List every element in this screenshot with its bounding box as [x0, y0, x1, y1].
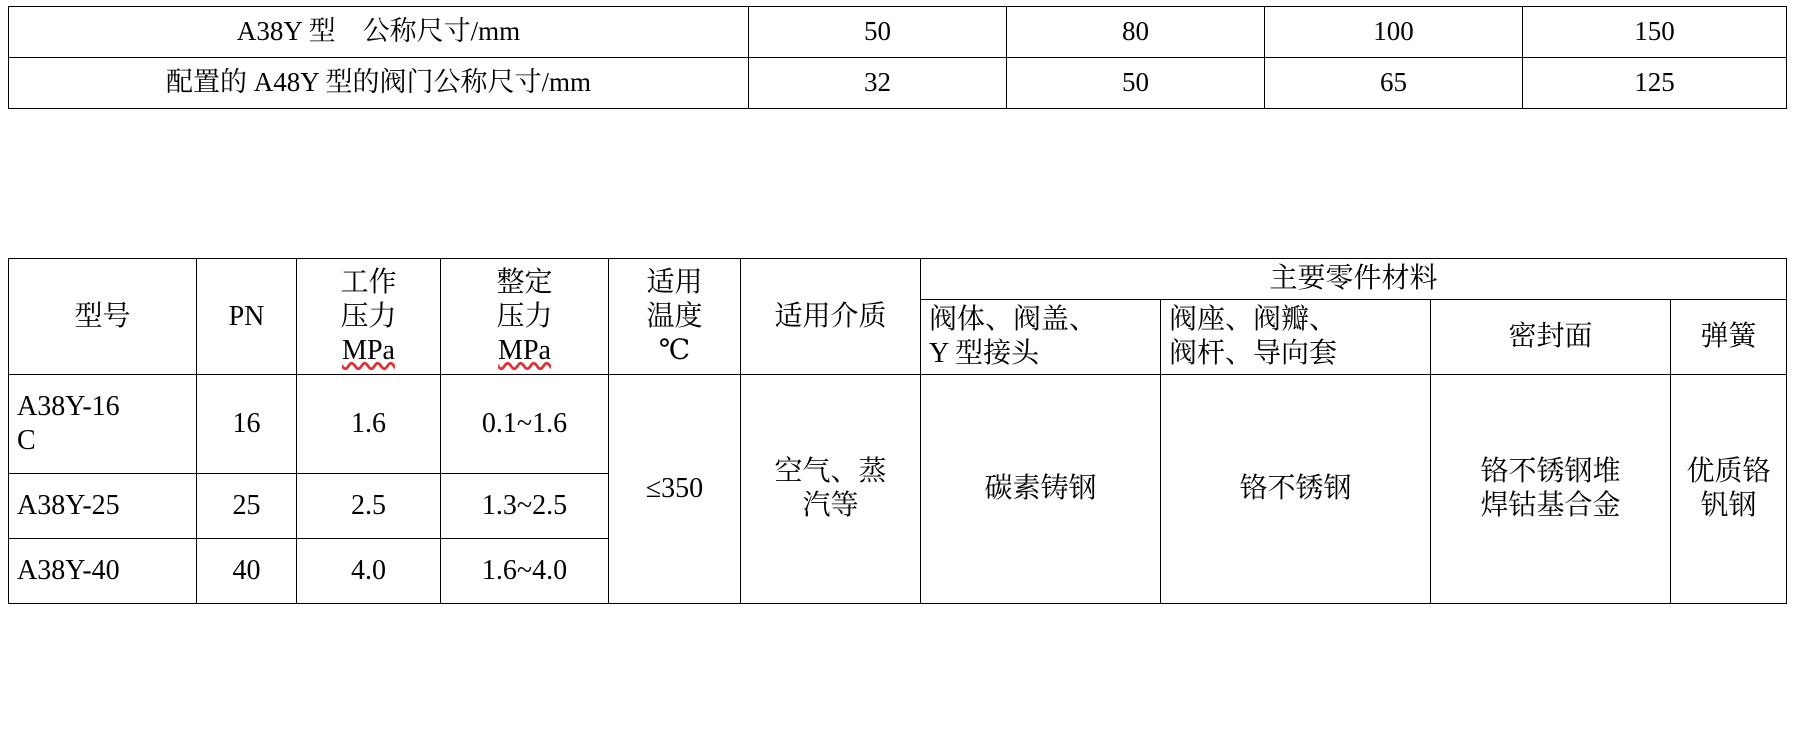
- cell-pn: 40: [197, 539, 297, 604]
- header-medium: 适用介质: [741, 259, 921, 375]
- cell-spring-material: [1671, 375, 1787, 604]
- cell-medium-line2: 汽等: [802, 490, 859, 522]
- cell-sealing-material-line1: 铬不锈钢堆: [1480, 456, 1621, 488]
- cell-model-line1: A38Y-16: [17, 391, 120, 423]
- cell-sealing-material-line2: 焊钴基合金: [1480, 490, 1621, 522]
- table-cell: 65: [1265, 58, 1523, 109]
- header-seat-parts-line2: 阀杆、导向套: [1169, 338, 1338, 370]
- header-temperature-line1: 适用: [646, 266, 703, 298]
- header-body-parts-line1: 阀体、阀盖、: [929, 304, 1098, 336]
- header-set-pressure-line2: 压力: [496, 300, 553, 332]
- header-body-parts-line2: Y 型接头: [929, 338, 1040, 370]
- header-working-pressure-unit: MPa: [342, 334, 395, 366]
- header-temperature-unit: ℃: [658, 334, 691, 366]
- header-model: 型号: [9, 259, 197, 375]
- cell-set-pressure: 1.6~4.0: [441, 539, 609, 604]
- cell-spring-material-line2: 钒钢: [1700, 490, 1757, 522]
- cell-model: A38Y-25: [9, 474, 197, 539]
- header-set-pressure-unit: MPa: [498, 334, 551, 366]
- table-row: [9, 7, 1787, 58]
- table-cell: 32: [749, 58, 1007, 109]
- row-label: 配置的 A48Y 型的阀门公称尺寸/mm: [9, 58, 749, 109]
- table-header-row: [9, 259, 1787, 300]
- table-cell: 80: [1007, 7, 1265, 58]
- header-temperature: [609, 259, 741, 375]
- cell-medium: [741, 375, 921, 604]
- cell-pn: 16: [197, 375, 297, 474]
- table-cell: 125: [1523, 58, 1787, 109]
- cell-seat-material: 铬不锈钢: [1161, 375, 1431, 604]
- cell-model: A38Y-40: [9, 539, 197, 604]
- nominal-size-table: [8, 6, 1787, 109]
- cell-spring-material-line1: 优质铬: [1686, 456, 1771, 488]
- header-working-pressure: [297, 259, 441, 375]
- header-working-pressure-line2: 压力: [340, 300, 397, 332]
- header-seat-parts: [1161, 300, 1431, 375]
- cell-pn: 25: [197, 474, 297, 539]
- header-set-pressure-line1: 整定: [496, 266, 553, 298]
- header-temperature-line2: 温度: [646, 300, 703, 332]
- table-cell: 150: [1523, 7, 1787, 58]
- cell-working-pressure: 4.0: [297, 539, 441, 604]
- specification-table: [8, 258, 1787, 604]
- cell-working-pressure: 1.6: [297, 375, 441, 474]
- header-seat-parts-line1: 阀座、阀瓣、: [1169, 304, 1338, 336]
- cell-model: [9, 375, 197, 474]
- table-cell: 50: [1007, 58, 1265, 109]
- header-main-parts: 主要零件材料: [921, 259, 1787, 300]
- cell-body-material: 碳素铸钢: [921, 375, 1161, 604]
- cell-sealing-material: [1431, 375, 1671, 604]
- header-sealing-surface: 密封面: [1431, 300, 1671, 375]
- header-pn: PN: [197, 259, 297, 375]
- cell-medium-line1: 空气、蒸: [774, 456, 887, 488]
- table-cell: 100: [1265, 7, 1523, 58]
- nominal-size-table-container: [8, 6, 1786, 109]
- table-row: [9, 375, 1787, 474]
- row-label: A38Y 型 公称尺寸/mm: [9, 7, 749, 58]
- cell-set-pressure: 1.3~2.5: [441, 474, 609, 539]
- cell-set-pressure: 0.1~1.6: [441, 375, 609, 474]
- cell-working-pressure: 2.5: [297, 474, 441, 539]
- header-set-pressure: [441, 259, 609, 375]
- specification-table-container: [8, 258, 1786, 604]
- cell-model-line2: C: [17, 425, 36, 457]
- table-cell: 50: [749, 7, 1007, 58]
- header-body-parts: [921, 300, 1161, 375]
- header-working-pressure-line1: 工作: [340, 266, 397, 298]
- table-row: [9, 58, 1787, 109]
- header-spring: 弹簧: [1671, 300, 1787, 375]
- cell-temperature: ≤350: [609, 375, 741, 604]
